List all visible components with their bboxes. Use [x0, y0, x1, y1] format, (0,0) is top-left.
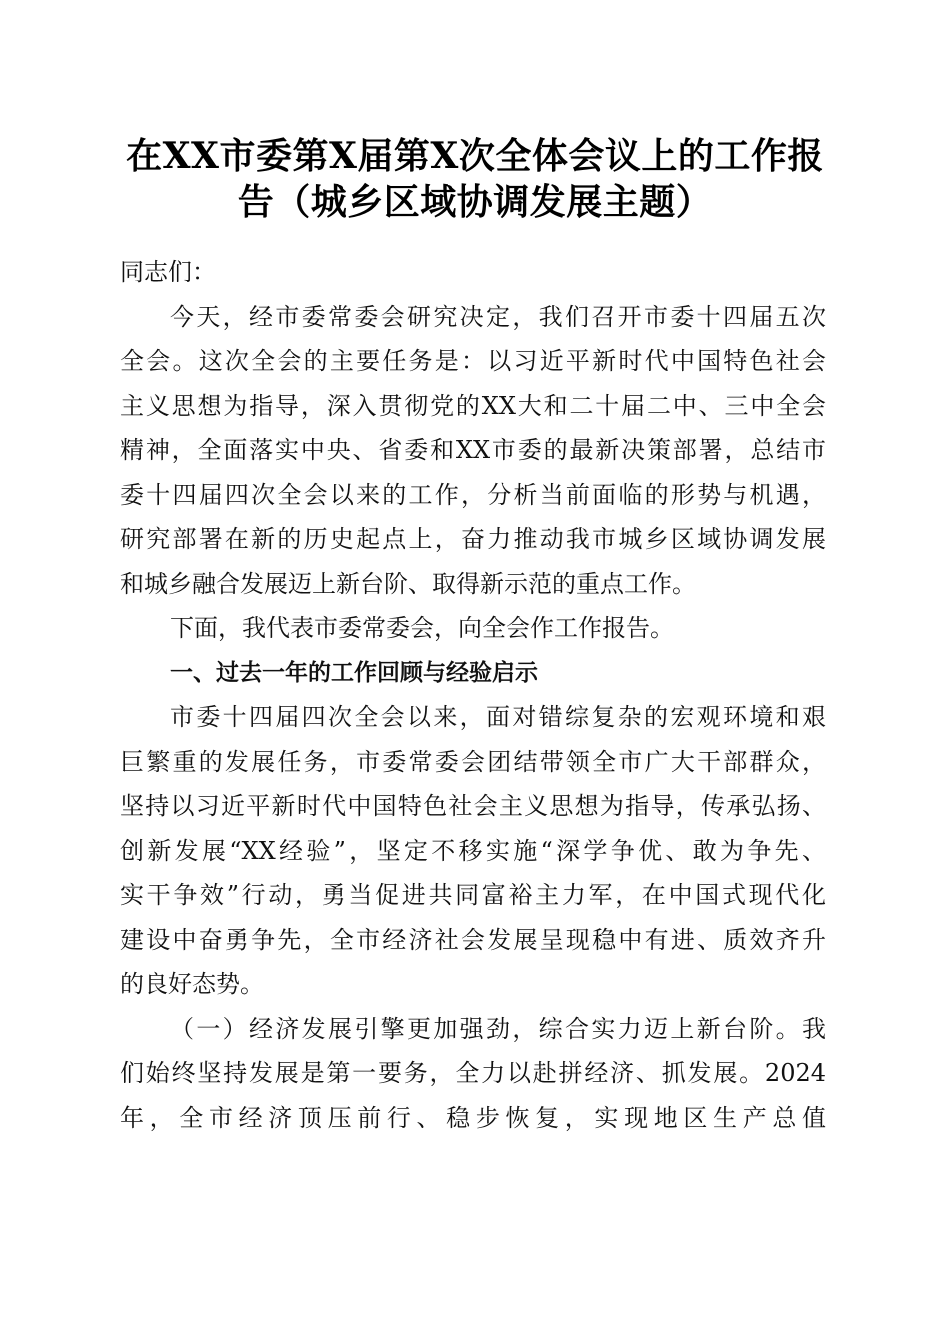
paragraph-line: 市委十四届四次全会以来，面对错综复杂的宏观环境和艰 — [170, 703, 826, 731]
paragraph-line: 主义思想为指导，深入贯彻党的XX大和二十届二中、三中全会 — [120, 391, 826, 420]
document-body — [120, 250, 826, 1140]
paragraph-line: （一）经济发展引擎更加强劲，综合实力迈上新台阶。我 — [170, 1014, 826, 1043]
paragraph-line: 年，全市经济顶压前行、稳步恢复，实现地区生产总值 — [120, 1103, 826, 1132]
paragraph-line: 们始终坚持发展是第一要务，全力以赴拼经济、抓发展。2024 — [120, 1059, 826, 1087]
title-line: 在XX市委第X届第X次全体会议上的工作报 — [126, 135, 824, 177]
salutation: 同志们： — [120, 258, 216, 286]
document-title — [100, 133, 850, 225]
paragraph-report-intro: 下面，我代表市委常委会，向全会作工作报告。 — [170, 614, 674, 642]
paragraph-line: 和城乡融合发展迈上新台阶、取得新示范的重点工作。 — [120, 569, 696, 598]
paragraph-line: 精神，全面落实中央、省委和XX市委的最新决策部署，总结市 — [120, 436, 826, 464]
paragraph-line: 委十四届四次全会以来的工作，分析当前面临的形势与机遇， — [120, 480, 826, 509]
title-line: 告（城乡区域协调发展主题） — [237, 181, 713, 223]
section-heading: 一、过去一年的工作回顾与经验启示 — [170, 659, 538, 686]
paragraph-line: 全会。这次全会的主要任务是：以习近平新时代中国特色社会 — [120, 347, 826, 375]
paragraph-line: 今天，经市委常委会研究决定，我们召开市委十四届五次 — [170, 302, 826, 331]
paragraph-opening — [120, 295, 826, 607]
paragraph-review — [120, 695, 826, 1007]
paragraph-line: 创新发展“XX经验”，坚定不移实施“深学争优、敢为争先、 — [120, 836, 826, 865]
paragraph-line: 坚持以习近平新时代中国特色社会主义思想为指导，传承弘扬、 — [120, 792, 826, 820]
paragraph-line: 实干争效”行动，勇当促进共同富裕主力军，在中国式现代化 — [120, 881, 826, 909]
paragraph-line: 研究部署在新的历史起点上，奋力推动我市城乡区域协调发展 — [120, 525, 826, 553]
paragraph-line: 巨繁重的发展任务，市委常委会团结带领全市广大干部群众， — [120, 747, 826, 776]
paragraph-economy — [120, 1007, 826, 1141]
paragraph-line: 的良好态势。 — [120, 970, 264, 998]
paragraph-line: 建设中奋勇争先，全市经济社会发展呈现稳中有进、质效齐升 — [120, 925, 826, 954]
